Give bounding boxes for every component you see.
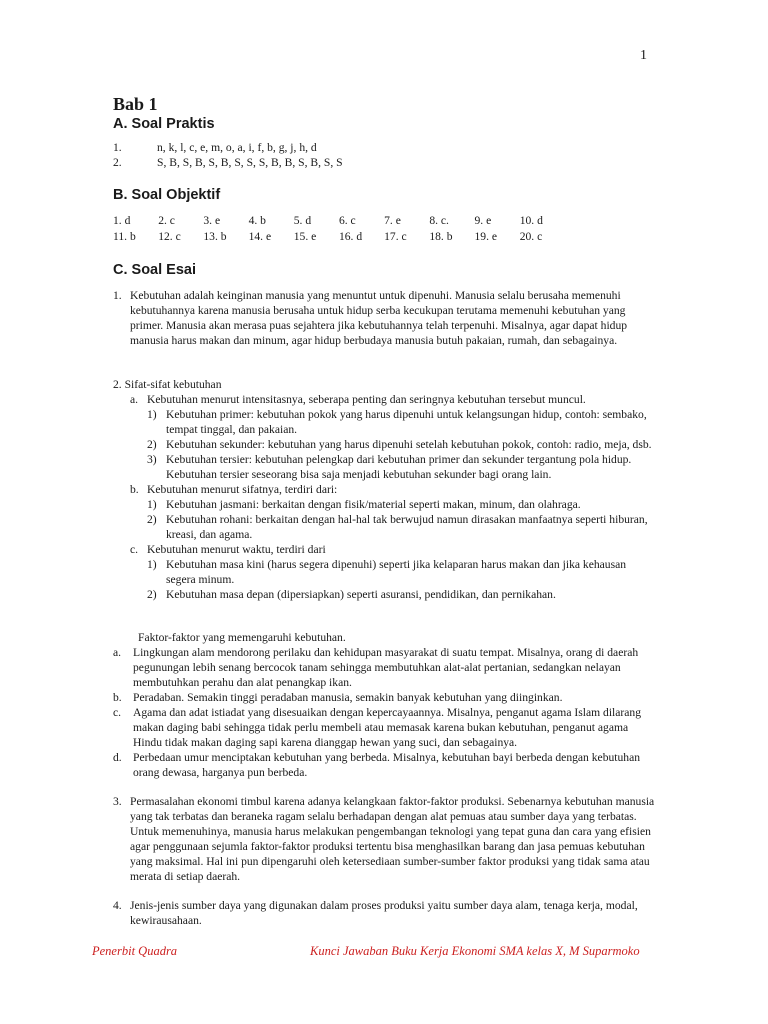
objektif-answer: 15. e [293, 230, 317, 243]
objektif-row [113, 229, 565, 244]
list-item-label: 1) [147, 558, 157, 571]
list-item-text: Kebutuhan masa depan (dipersiapkan) seperti asuransi, pendidikan, dan pernikahan. [166, 588, 556, 601]
sub-item-label: c. [130, 543, 139, 556]
faktor-item-text: Peradaban. Semakin tinggi peradaban manusia, semakin banyak kebutuhan yang diinginkan. [133, 691, 563, 704]
objektif-answer: 2. c [158, 214, 175, 227]
faktor-item [113, 690, 658, 705]
objektif-answer: 9. e [474, 214, 492, 227]
list-item-text: Kebutuhan tersier: kebutuhan pelengkap dari kebutuhan primer dan sekunder tergantung pola hidup. Kebutuhan tersier seseorang bisa saja menjadi kebutuhan sekunder bagi orang lain. [166, 453, 632, 481]
list-item-label: 3) [147, 453, 157, 466]
list-item-text: Kebutuhan jasmani: berkaitan dengan fisik/material seperti makan, minum, dan olahraga. [166, 498, 581, 511]
objektif-answer: 8. c. [429, 214, 449, 227]
list-item [113, 512, 658, 542]
objektif-answer: 16. d [338, 230, 363, 243]
objektif-answer: 7. e [384, 214, 401, 227]
list-item-label: 2) [147, 438, 157, 451]
list-item-text: Kebutuhan sekunder: kebutuhan yang harus dipenuhi setelah kebutuhan pokok, contoh: radio, meja, dsb. [166, 438, 652, 451]
esai-question-3 [113, 794, 658, 884]
objektif-row [113, 213, 565, 228]
praktis-heading: A. Soal Praktis [113, 116, 215, 132]
praktis-number: 2. [113, 156, 122, 169]
list-item [113, 557, 658, 587]
footer-book-title: Kunci Jawaban Buku Kerja Ekonomi SMA kelas X, M Suparmoko [310, 944, 640, 958]
question-number: 3. [113, 795, 122, 808]
sub-item-label: a. [130, 393, 139, 406]
faktor-title: Faktor-faktor yang memengaruhi kebutuhan. [138, 631, 346, 644]
objektif-answer: 1. d [113, 214, 131, 227]
list-item-label: 1) [147, 498, 157, 511]
sub-item [113, 542, 658, 557]
faktor-item-label: b. [113, 691, 122, 704]
objektif-heading: B. Soal Objektif [113, 187, 221, 203]
objektif-answer: 17. c [384, 230, 407, 243]
esai-question-1 [113, 288, 658, 348]
list-item-label: 1) [147, 408, 157, 421]
list-item-text: Kebutuhan masa kini (harus segera dipenuhi) seperti jika kelaparan harus makan dan jika kehausan segera minum. [166, 558, 627, 586]
page-number: 1 [640, 48, 647, 63]
objektif-answer: 10. d [519, 214, 543, 227]
list-item [113, 452, 658, 482]
faktor-item-label: c. [113, 706, 122, 719]
list-item [113, 437, 658, 452]
question-answer: Jenis-jenis sumber daya yang digunakan dalam proses produksi yaitu sumber daya alam, tenaga kerja, modal, kewirausahaan. [130, 899, 638, 927]
objektif-answer: 12. c [158, 230, 181, 243]
question-answer: Kebutuhan adalah keinginan manusia yang menuntut untuk dipenuhi. Manusia selalu berusaha memenuhi kebutuhannya karena manusia berusaha untuk hidup serba kecukupan terutama memenuhi kebutuhan yang primer. Manusia akan merasa puas sejahtera jika kebutuhannya telah terpenuhi. Misalnya, agar dapat hidup manusia harus makan dan minum, agar hidup berbudaya manusia butuh pakaian, rumah, dan sebagainya. [130, 289, 628, 347]
list-item [113, 497, 658, 512]
list-item [113, 407, 658, 437]
question-number: 4. [113, 899, 122, 912]
faktor-item-label: a. [113, 646, 122, 659]
objektif-answer: 11. b [113, 230, 136, 243]
sub-item [113, 392, 658, 407]
faktor-item-label: d. [113, 751, 122, 764]
objektif-answer: 19. e [474, 230, 498, 243]
list-item-text: Kebutuhan primer: kebutuhan pokok yang harus dipenuhi untuk kelangsungan hidup, contoh: sembako, tempat tinggal, dan pakaian. [166, 408, 647, 436]
faktor-item-text: Agama dan adat istiadat yang disesuaikan dengan kepercayaannya. Misalnya, penganut agama Islam dilarang makan daging babi sehingga tidak perlu membeli atau memasak karena bukan kebutuhan, penganut agama Hindu tidak makan daging sapi karena dianggap hewan yang suci, dan sebagainya. [133, 706, 642, 749]
praktis-row [113, 155, 343, 170]
praktis-answer: n, k, l, c, e, m, o, a, i, f, b, g, j, h, d [157, 141, 317, 154]
question-number: 1. [113, 289, 122, 302]
faktor-item [113, 645, 658, 690]
objektif-answer: 3. e [203, 214, 221, 227]
list-item-label: 2) [147, 588, 157, 601]
objektif-answer: 5. d [293, 214, 312, 227]
faktor-item [113, 750, 658, 780]
praktis-answer: S, B, S, B, S, B, S, S, S, B, B, S, B, S, S [157, 156, 343, 169]
sub-item-text: Kebutuhan menurut intensitasnya, seberapa penting dan seringnya kebutuhan tersebut muncul. [147, 393, 586, 406]
list-item-label: 2) [147, 513, 157, 526]
esai-heading: C. Soal Esai [113, 262, 197, 278]
list-item [113, 587, 658, 602]
list-item-text: Kebutuhan rohani: berkaitan dengan hal-hal tak berwujud namun dirasakan manfaatnya seperti hiburan, kreasi, dan agama. [166, 513, 648, 541]
praktis-row [113, 140, 317, 155]
sub-item [113, 482, 658, 497]
sub-item-label: b. [130, 483, 139, 496]
faktor-section [113, 630, 658, 780]
sub-item-text: Kebutuhan menurut waktu, terdiri dari [147, 543, 326, 556]
footer-publisher: Penerbit Quadra [92, 944, 178, 958]
praktis-number: 1. [113, 141, 122, 154]
esai-question-4 [113, 898, 658, 928]
objektif-answer: 13. b [203, 230, 227, 243]
question-title: 2. Sifat-sifat kebutuhan [113, 378, 222, 391]
objektif-answer: 18. b [429, 230, 453, 243]
objektif-answer: 14. e [248, 230, 272, 243]
question-answer: Permasalahan ekonomi timbul karena adanya kelangkaan faktor-faktor produksi. Sebenarnya kebutuhan manusia yang tak terbatas dan beraneka ragam selalu berhadapan dengan alat pemuas atau sumber daya yang terbatas. Untuk memenuhinya, manusia harus melakukan pengembangan teknologi yang tepat guna dan cara yang efisien agar penggunaan sejumla faktor-faktor produksi tertentu bisa menghasilkan barang dan jasa pemuas kebutuhan yang maksimal. Hal ini pun dipengaruhi oleh ketersediaan sumber-sumber faktor produksi yang tidak sama atau merata di setiap daerah. [130, 795, 655, 883]
chapter-title: Bab 1 [113, 94, 158, 114]
objektif-answer: 4. b [248, 214, 266, 227]
faktor-item [113, 705, 658, 750]
faktor-item-text: Lingkungan alam mendorong perilaku dan kehidupan masyarakat di suatu tempat. Misalnya, orang di daerah pegunungan lebih senang bercocok tanam sehingga membutuhkan alat-alat pertanian, sedangkan nelayan membutuhkan perahu dan alat penangkap ikan. [133, 646, 639, 689]
faktor-item-text: Perbedaan umur menciptakan kebutuhan yang berbeda. Misalnya, kebutuhan bayi berbeda dengan kebutuhan orang dewasa, harganya pun berbeda. [133, 751, 641, 779]
objektif-answer: 20. c [519, 230, 543, 243]
esai-question-2 [113, 377, 658, 602]
sub-item-text: Kebutuhan menurut sifatnya, terdiri dari: [147, 483, 338, 496]
objektif-answer: 6. c [338, 214, 356, 227]
